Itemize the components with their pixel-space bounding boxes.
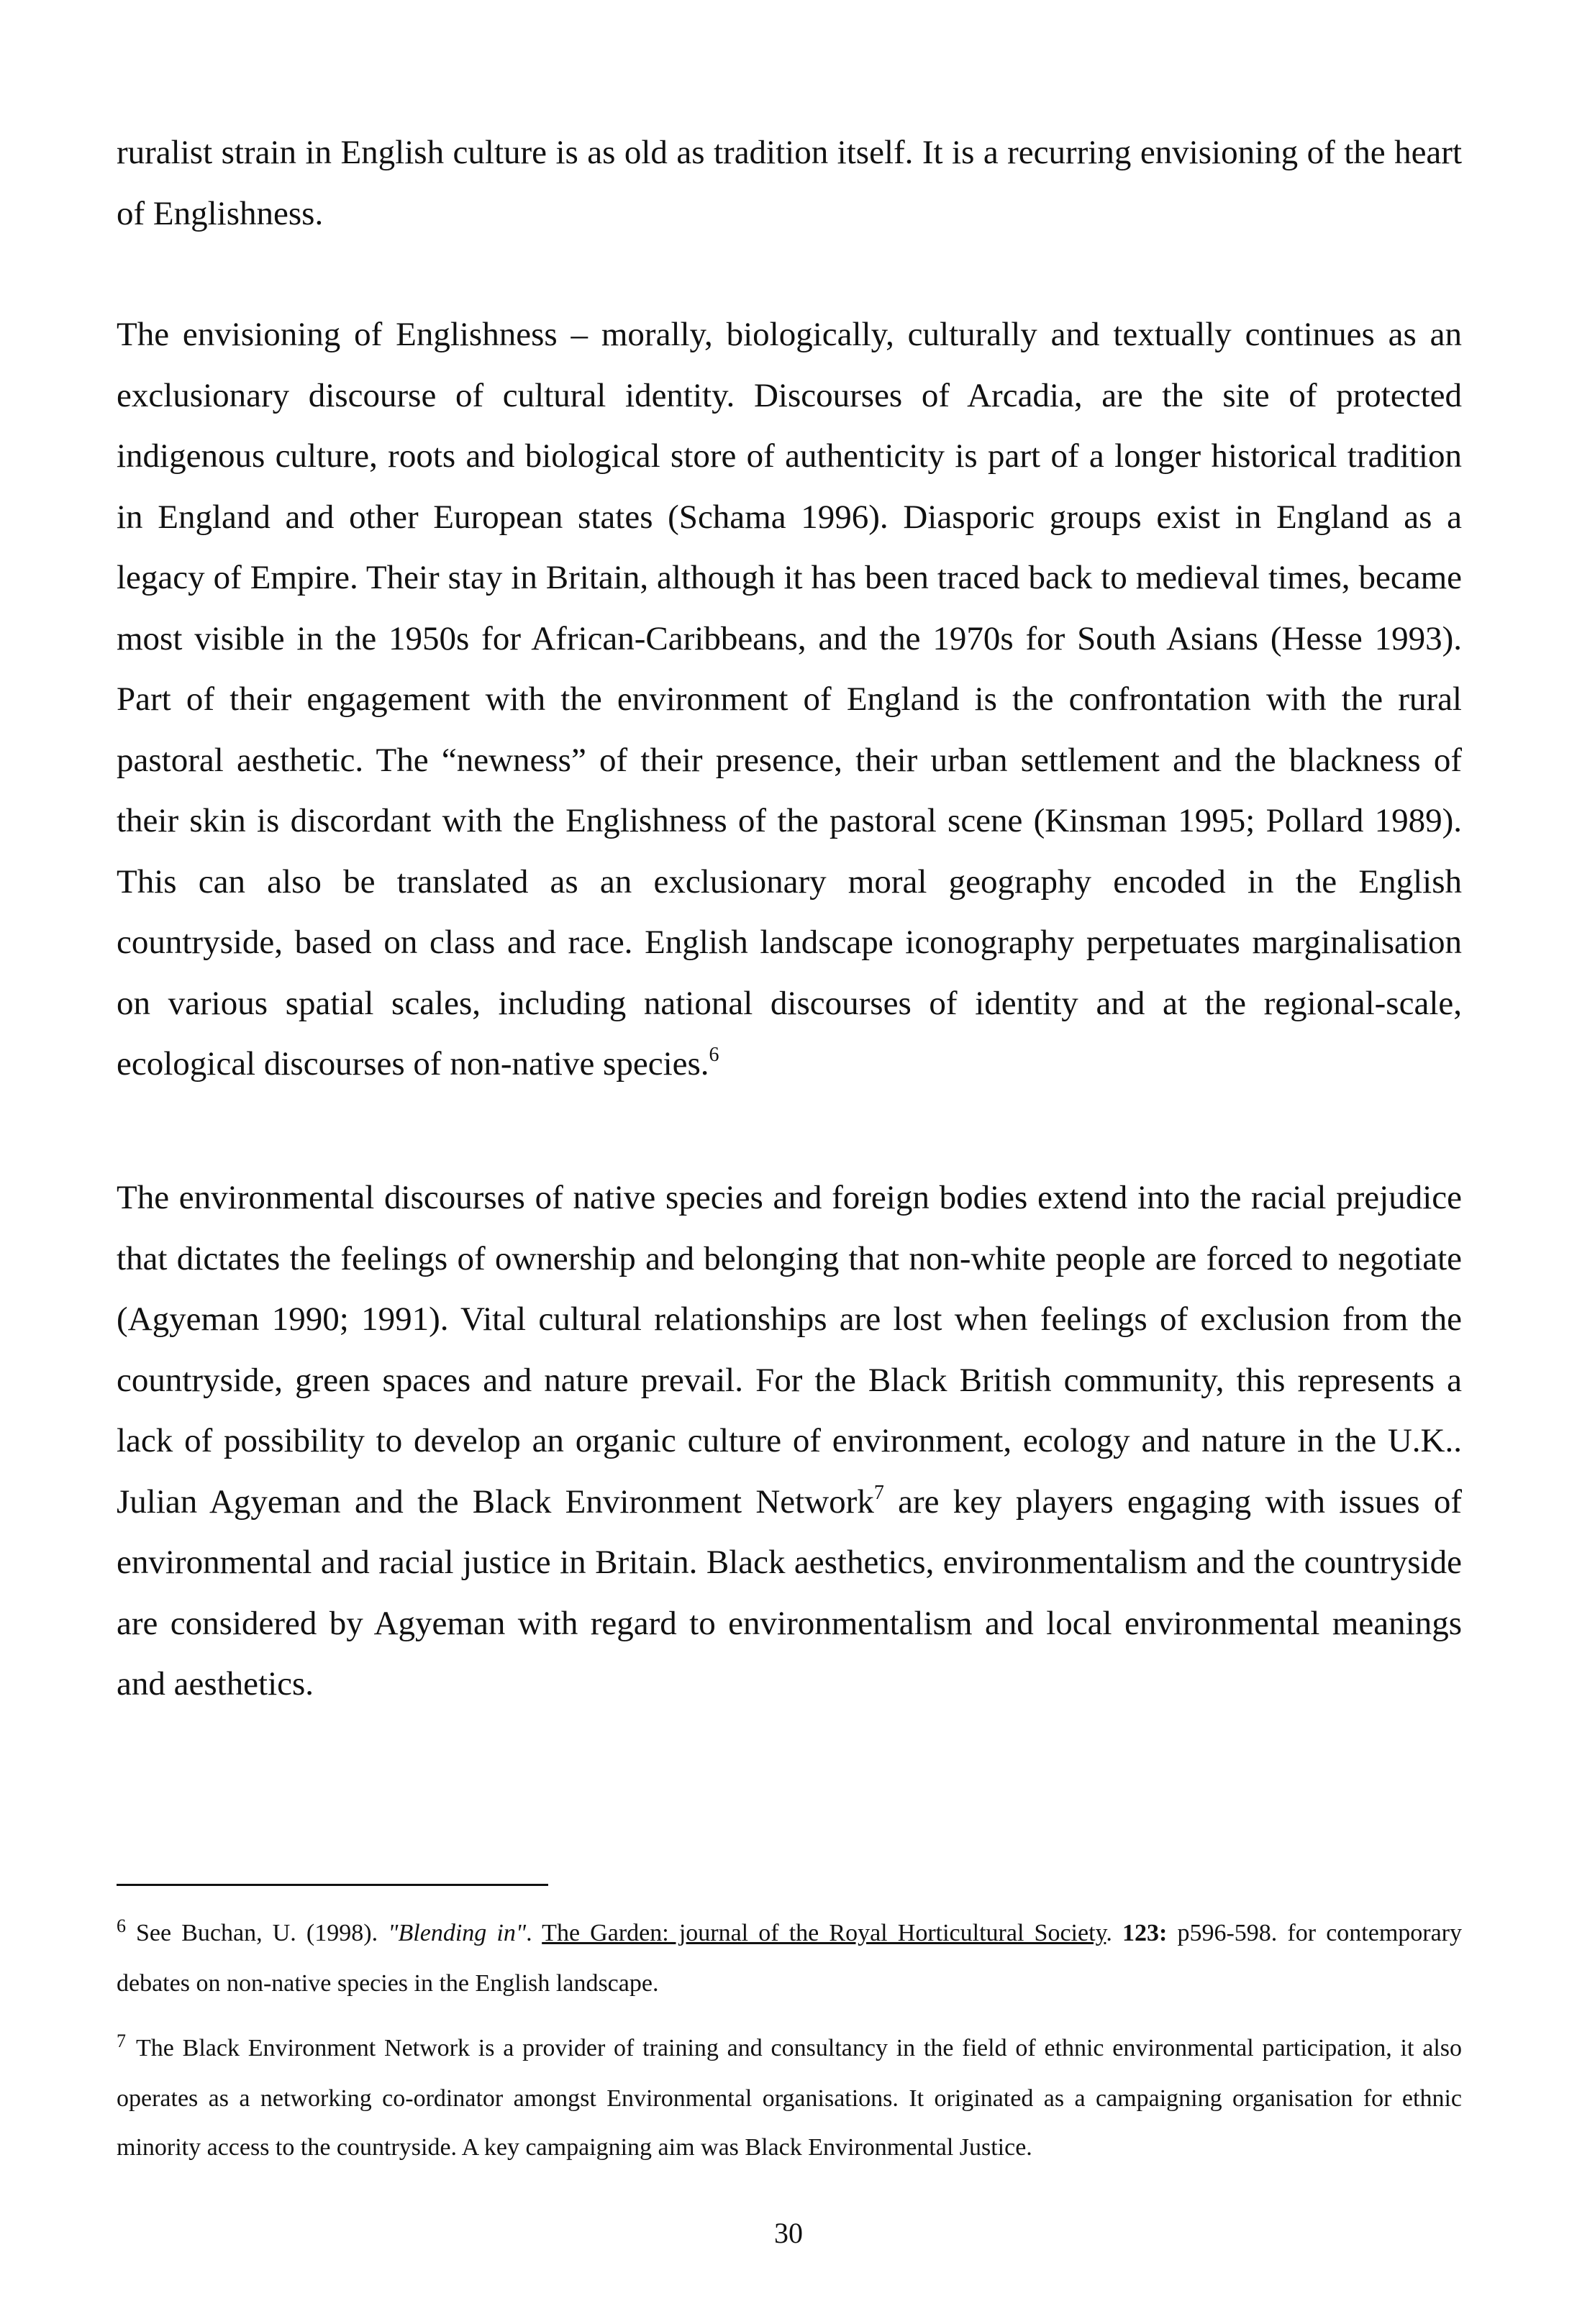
footnote-journal-title: The Garden: journal of the Royal Horticultural Society: [542, 1920, 1106, 1946]
footnote-number: 6: [117, 1915, 126, 1936]
footnote-text: p596-598. for contemporary debates on non-native species in the English landscape.: [117, 1920, 1463, 1997]
footnote-6: [117, 1909, 1462, 2008]
body-paragraph-1: [117, 122, 1462, 244]
footnote-volume: 123:: [1122, 1920, 1168, 1946]
footnote-reference-6[interactable]: 6: [709, 1044, 719, 1067]
footnote-number: 7: [117, 2031, 126, 2051]
footnote-7: [117, 2024, 1462, 2172]
body-paragraph-2: [117, 304, 1462, 1095]
footnote-text: See Buchan, U. (1998).: [136, 1920, 388, 1946]
paragraph-text-continued: are key players engaging with issues of environmental and racial justice in Britain. Black aesthetics, environmentalism and the countryside are considered by Agyeman with regard to environmentalism and local environmental meanings and aesthetics.: [117, 1482, 1462, 1703]
page-number: 30: [774, 2217, 803, 2249]
footnote-text: .: [526, 1920, 542, 1946]
footnote-reference-7[interactable]: 7: [873, 1481, 884, 1504]
body-paragraph-3: [117, 1167, 1462, 1715]
footnote-separator: [117, 1884, 548, 1886]
footnote-text: .: [1106, 1920, 1122, 1946]
footnote-text: The Black Environment Network is a provider of training and consultancy in the field of ethnic environmental participation, it also operates as a networking co-ordinator amongst Environmental organisations. It originated as a campaigning organisation for ethnic minority access to the countryside. A key campaigning aim was Black Environmental Justice.: [117, 2035, 1462, 2161]
paragraph-text: The environmental discourses of native species and foreign bodies extend into the racial prejudice that dictates the feelings of ownership and belonging that non-white people are forced to negotiate (Agyeman 1990; 1991). Vital cultural relationships are lost when feelings of exclusion from the countryside, green spaces and nature prevail. For the Black British community, this represents a lack of possibility to develop an organic culture of environment, ecology and nature in the U.K.. Julian Agyeman and the Black Environment Network: [117, 1179, 1462, 1521]
paragraph-text: The envisioning of Englishness – morally, biologically, culturally and textually continues as an exclusionary discourse of cultural identity. Discourses of Arcadia, are the site of protected indigenous culture, roots and biological store of authenticity is part of a longer historical tradition in England and other European states (Schama 1996). Diasporic groups exist in England as a legacy of Empire. Their stay in Britain, although it has been traced back to medieval times, became most visible in the 1950s for African-Caribbeans, and the 1970s for South Asians (Hesse 1993). Part of their engagement with the environment of England is the confrontation with the rural pastoral aesthetic. The “newness” of their presence, their urban settlement and the blackness of their skin is discordant with the Englishness of the pastoral scene (Kinsman 1995; Pollard 1989). This can also be translated as an exclusionary moral geography encoded in the English countryside, based on class and race. English landscape iconography perpetuates marginalisation on various spatial scales, including national discourses of identity and at the regional-scale, ecological discourses of non-native species.: [117, 316, 1462, 1083]
paragraph-text: ruralist strain in English culture is as old as tradition itself. It is a recurring envisioning of the heart of Englishness.: [117, 134, 1462, 232]
footnote-article-title: "Blending in": [388, 1920, 527, 1946]
